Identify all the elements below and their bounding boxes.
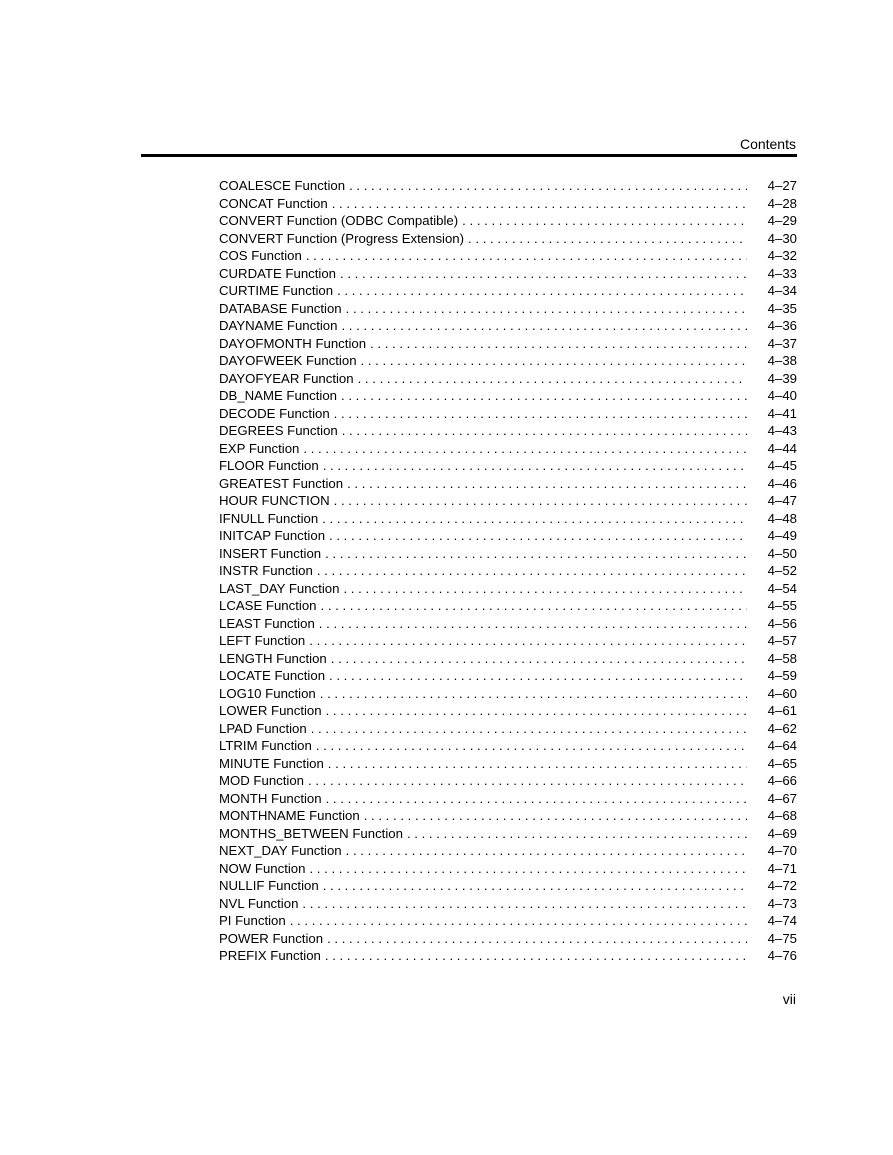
toc-dot-leader [316, 737, 747, 755]
toc-dot-leader [349, 177, 747, 195]
toc-entry[interactable] [219, 702, 797, 720]
toc-dot-leader [322, 510, 747, 528]
toc-entry-title: NOW Function [219, 860, 306, 876]
toc-entry-page: 4–34 [767, 283, 797, 298]
header-rule [141, 154, 797, 157]
toc-dot-leader [343, 580, 747, 598]
toc-dot-leader [317, 562, 747, 580]
toc-entry-title: MONTH Function [219, 790, 322, 806]
toc-entry[interactable] [219, 807, 797, 825]
toc-entry[interactable] [219, 825, 797, 843]
toc-entry-page: 4–45 [767, 458, 797, 473]
toc-entry-title: EXP Function [219, 440, 300, 456]
toc-entry-title: MINUTE Function [219, 755, 324, 771]
toc-entry-title: CONVERT Function (Progress Extension) [219, 230, 465, 246]
toc-entry[interactable] [219, 597, 797, 615]
toc-entry-title: GREATEST Function [219, 475, 344, 491]
toc-entry-page: 4–76 [767, 948, 797, 963]
toc-entry-page: 4–68 [767, 808, 797, 823]
toc-entry-page: 4–38 [767, 353, 797, 368]
toc-entry-title: NVL Function [219, 895, 299, 911]
toc-entry-page: 4–52 [767, 563, 797, 578]
toc-dot-leader [331, 650, 747, 668]
toc-entry-title: DB_NAME Function [219, 388, 337, 403]
toc-entry-page: 4–56 [767, 615, 797, 631]
toc-entry-page: 4–75 [767, 930, 797, 946]
toc-entry[interactable] [219, 282, 797, 300]
toc-entry-page: 4–35 [767, 300, 797, 316]
toc-dot-leader [462, 212, 747, 230]
toc-entry-title: FLOOR Function [219, 458, 319, 473]
toc-entry-page: 4–46 [767, 475, 797, 491]
toc-entry-page: 4–73 [767, 895, 797, 911]
toc-entry-title: COALESCE Function [219, 178, 346, 193]
toc-entry-page: 4–69 [767, 825, 797, 841]
toc-dot-leader [321, 597, 748, 615]
toc-entry-page: 4–30 [767, 230, 797, 246]
toc-entry[interactable] [219, 877, 797, 895]
toc-entry-title: INITCAP Function [219, 528, 326, 543]
toc-dot-leader [319, 615, 747, 633]
toc-entry-page: 4–39 [767, 370, 797, 386]
toc-dot-leader [328, 755, 747, 773]
toc-dot-leader [341, 317, 747, 335]
toc-dot-leader [306, 247, 747, 265]
toc-entry-title: NEXT_DAY Function [219, 843, 342, 858]
toc-dot-leader [325, 545, 747, 563]
toc-entry[interactable] [219, 545, 797, 563]
toc-dot-leader [323, 457, 747, 475]
toc-entry-title: PREFIX Function [219, 948, 321, 963]
toc-entry-title: LPAD Function [219, 720, 307, 736]
toc-entry[interactable] [219, 912, 797, 930]
toc-entry[interactable] [219, 790, 797, 808]
toc-dot-leader [341, 387, 747, 405]
toc-entry-title: INSERT Function [219, 545, 322, 561]
toc-entry-page: 4–29 [767, 213, 797, 228]
toc-entry-page: 4–74 [767, 913, 797, 928]
toc-entry-page: 4–66 [767, 773, 797, 788]
toc-entry[interactable] [219, 265, 797, 283]
toc-entry-title: LENGTH Function [219, 650, 327, 666]
toc-entry-title: DEGREES Function [219, 423, 338, 438]
toc-dot-leader [340, 265, 747, 283]
toc-entry[interactable] [219, 405, 797, 423]
toc-entry[interactable] [219, 440, 797, 458]
toc-dot-leader [342, 422, 747, 440]
toc-dot-leader [323, 877, 747, 895]
toc-entry-title: LOWER Function [219, 703, 322, 718]
toc-entry[interactable] [219, 685, 797, 703]
toc-entry[interactable] [219, 615, 797, 633]
toc-dot-leader [347, 475, 747, 493]
toc-entry[interactable] [219, 650, 797, 668]
toc-entry-title: DATABASE Function [219, 300, 342, 316]
toc-dot-leader [337, 282, 747, 300]
toc-entry[interactable] [219, 580, 797, 598]
toc-entry-title: PI Function [219, 913, 286, 928]
toc-entry-page: 4–28 [767, 195, 797, 211]
toc-dot-leader [358, 370, 747, 388]
toc-entry-title: HOUR FUNCTION [219, 493, 330, 508]
toc-entry[interactable] [219, 842, 797, 860]
toc-entry-page: 4–61 [767, 703, 797, 718]
toc-dot-leader [329, 527, 747, 545]
toc-entry-title: LCASE Function [219, 598, 317, 613]
toc-entry[interactable] [219, 895, 797, 913]
toc-entry[interactable] [219, 177, 797, 195]
toc-entry[interactable] [219, 230, 797, 248]
toc-entry[interactable] [219, 947, 797, 965]
table-of-contents [219, 177, 797, 965]
toc-entry-page: 4–37 [767, 335, 797, 351]
toc-entry-page: 4–64 [767, 738, 797, 753]
toc-dot-leader [364, 807, 747, 825]
toc-entry-title: CONCAT Function [219, 195, 328, 211]
toc-entry-page: 4–47 [767, 493, 797, 508]
toc-entry[interactable] [219, 562, 797, 580]
toc-dot-leader [332, 195, 747, 213]
toc-entry[interactable] [219, 492, 797, 510]
toc-dot-leader [320, 685, 747, 703]
toc-entry-page: 4–44 [767, 440, 797, 456]
toc-dot-leader [311, 720, 747, 738]
toc-entry-title: DAYOFYEAR Function [219, 370, 354, 386]
toc-dot-leader [308, 772, 747, 790]
toc-dot-leader [468, 230, 747, 248]
toc-entry-title: COS Function [219, 248, 302, 263]
toc-entry-title: POWER Function [219, 930, 324, 946]
toc-entry-title: LOG10 Function [219, 685, 316, 701]
toc-entry-page: 4–32 [767, 248, 797, 263]
toc-entry-title: IFNULL Function [219, 510, 319, 526]
toc-entry[interactable] [219, 212, 797, 230]
toc-entry[interactable] [219, 755, 797, 773]
toc-entry-page: 4–43 [767, 423, 797, 438]
toc-dot-leader [334, 492, 747, 510]
toc-entry-page: 4–27 [767, 178, 797, 193]
toc-entry-page: 4–54 [767, 580, 797, 596]
toc-entry[interactable] [219, 632, 797, 650]
toc-dot-leader [309, 632, 747, 650]
toc-entry[interactable] [219, 387, 797, 405]
toc-entry-title: CURTIME Function [219, 283, 334, 298]
toc-entry-title: DAYNAME Function [219, 318, 338, 333]
toc-dot-leader [370, 335, 747, 353]
toc-entry-page: 4–72 [767, 878, 797, 893]
toc-dot-leader [326, 790, 747, 808]
toc-entry-page: 4–40 [767, 388, 797, 403]
toc-entry[interactable] [219, 860, 797, 878]
toc-entry[interactable] [219, 510, 797, 528]
toc-entry-title: DAYOFMONTH Function [219, 335, 367, 351]
toc-dot-leader [303, 440, 747, 458]
toc-entry[interactable] [219, 300, 797, 318]
toc-entry-page: 4–65 [767, 755, 797, 771]
toc-entry-title: MONTHNAME Function [219, 808, 360, 823]
toc-entry-page: 4–36 [767, 318, 797, 333]
toc-entry-page: 4–57 [767, 633, 797, 648]
toc-entry-page: 4–70 [767, 843, 797, 858]
toc-entry-page: 4–59 [767, 668, 797, 683]
toc-entry[interactable] [219, 370, 797, 388]
toc-dot-leader [329, 667, 747, 685]
toc-entry-title: DECODE Function [219, 405, 330, 421]
toc-entry[interactable] [219, 317, 797, 335]
toc-entry-title: CONVERT Function (ODBC Compatible) [219, 213, 459, 228]
toc-dot-leader [346, 300, 747, 318]
toc-entry[interactable] [219, 352, 797, 370]
toc-entry[interactable] [219, 720, 797, 738]
toc-entry-title: LEAST Function [219, 615, 315, 631]
toc-dot-leader [302, 895, 747, 913]
toc-entry-title: MONTHS_BETWEEN Function [219, 825, 403, 841]
toc-entry[interactable] [219, 475, 797, 493]
toc-entry[interactable] [219, 772, 797, 790]
toc-dot-leader [407, 825, 747, 843]
toc-entry-title: LTRIM Function [219, 738, 312, 753]
toc-entry-title: LAST_DAY Function [219, 580, 340, 596]
toc-entry-page: 4–50 [767, 545, 797, 561]
toc-entry-page: 4–67 [767, 790, 797, 806]
toc-entry[interactable] [219, 737, 797, 755]
toc-entry-page: 4–41 [767, 405, 797, 421]
toc-entry[interactable] [219, 247, 797, 265]
toc-entry-page: 4–55 [767, 598, 797, 613]
toc-entry-title: MOD Function [219, 773, 305, 788]
toc-entry-page: 4–48 [767, 510, 797, 526]
toc-entry-page: 4–71 [767, 860, 797, 876]
toc-dot-leader [327, 930, 747, 948]
toc-dot-leader [309, 860, 747, 878]
toc-entry[interactable] [219, 457, 797, 475]
toc-dot-leader [334, 405, 747, 423]
running-header: Contents [739, 136, 796, 152]
toc-entry[interactable] [219, 527, 797, 545]
toc-entry-page: 4–62 [767, 720, 797, 736]
toc-entry[interactable] [219, 930, 797, 948]
toc-entry-title: CURDATE Function [219, 265, 337, 281]
page-number: vii [782, 991, 796, 1007]
toc-dot-leader [346, 842, 747, 860]
toc-entry[interactable] [219, 667, 797, 685]
toc-entry-title: NULLIF Function [219, 878, 319, 893]
toc-entry-title: LOCATE Function [219, 668, 326, 683]
toc-entry-page: 4–33 [767, 265, 797, 281]
toc-dot-leader [326, 702, 747, 720]
toc-entry[interactable] [219, 335, 797, 353]
toc-entry-title: INSTR Function [219, 563, 313, 578]
toc-entry[interactable] [219, 422, 797, 440]
toc-entry-page: 4–58 [767, 650, 797, 666]
toc-entry-title: LEFT Function [219, 633, 306, 648]
toc-entry-page: 4–49 [767, 528, 797, 543]
toc-dot-leader [361, 352, 747, 370]
toc-entry-title: DAYOFWEEK Function [219, 353, 357, 368]
toc-dot-leader [325, 947, 747, 965]
toc-entry-page: 4–60 [767, 685, 797, 701]
toc-dot-leader [290, 912, 747, 930]
toc-entry[interactable] [219, 195, 797, 213]
